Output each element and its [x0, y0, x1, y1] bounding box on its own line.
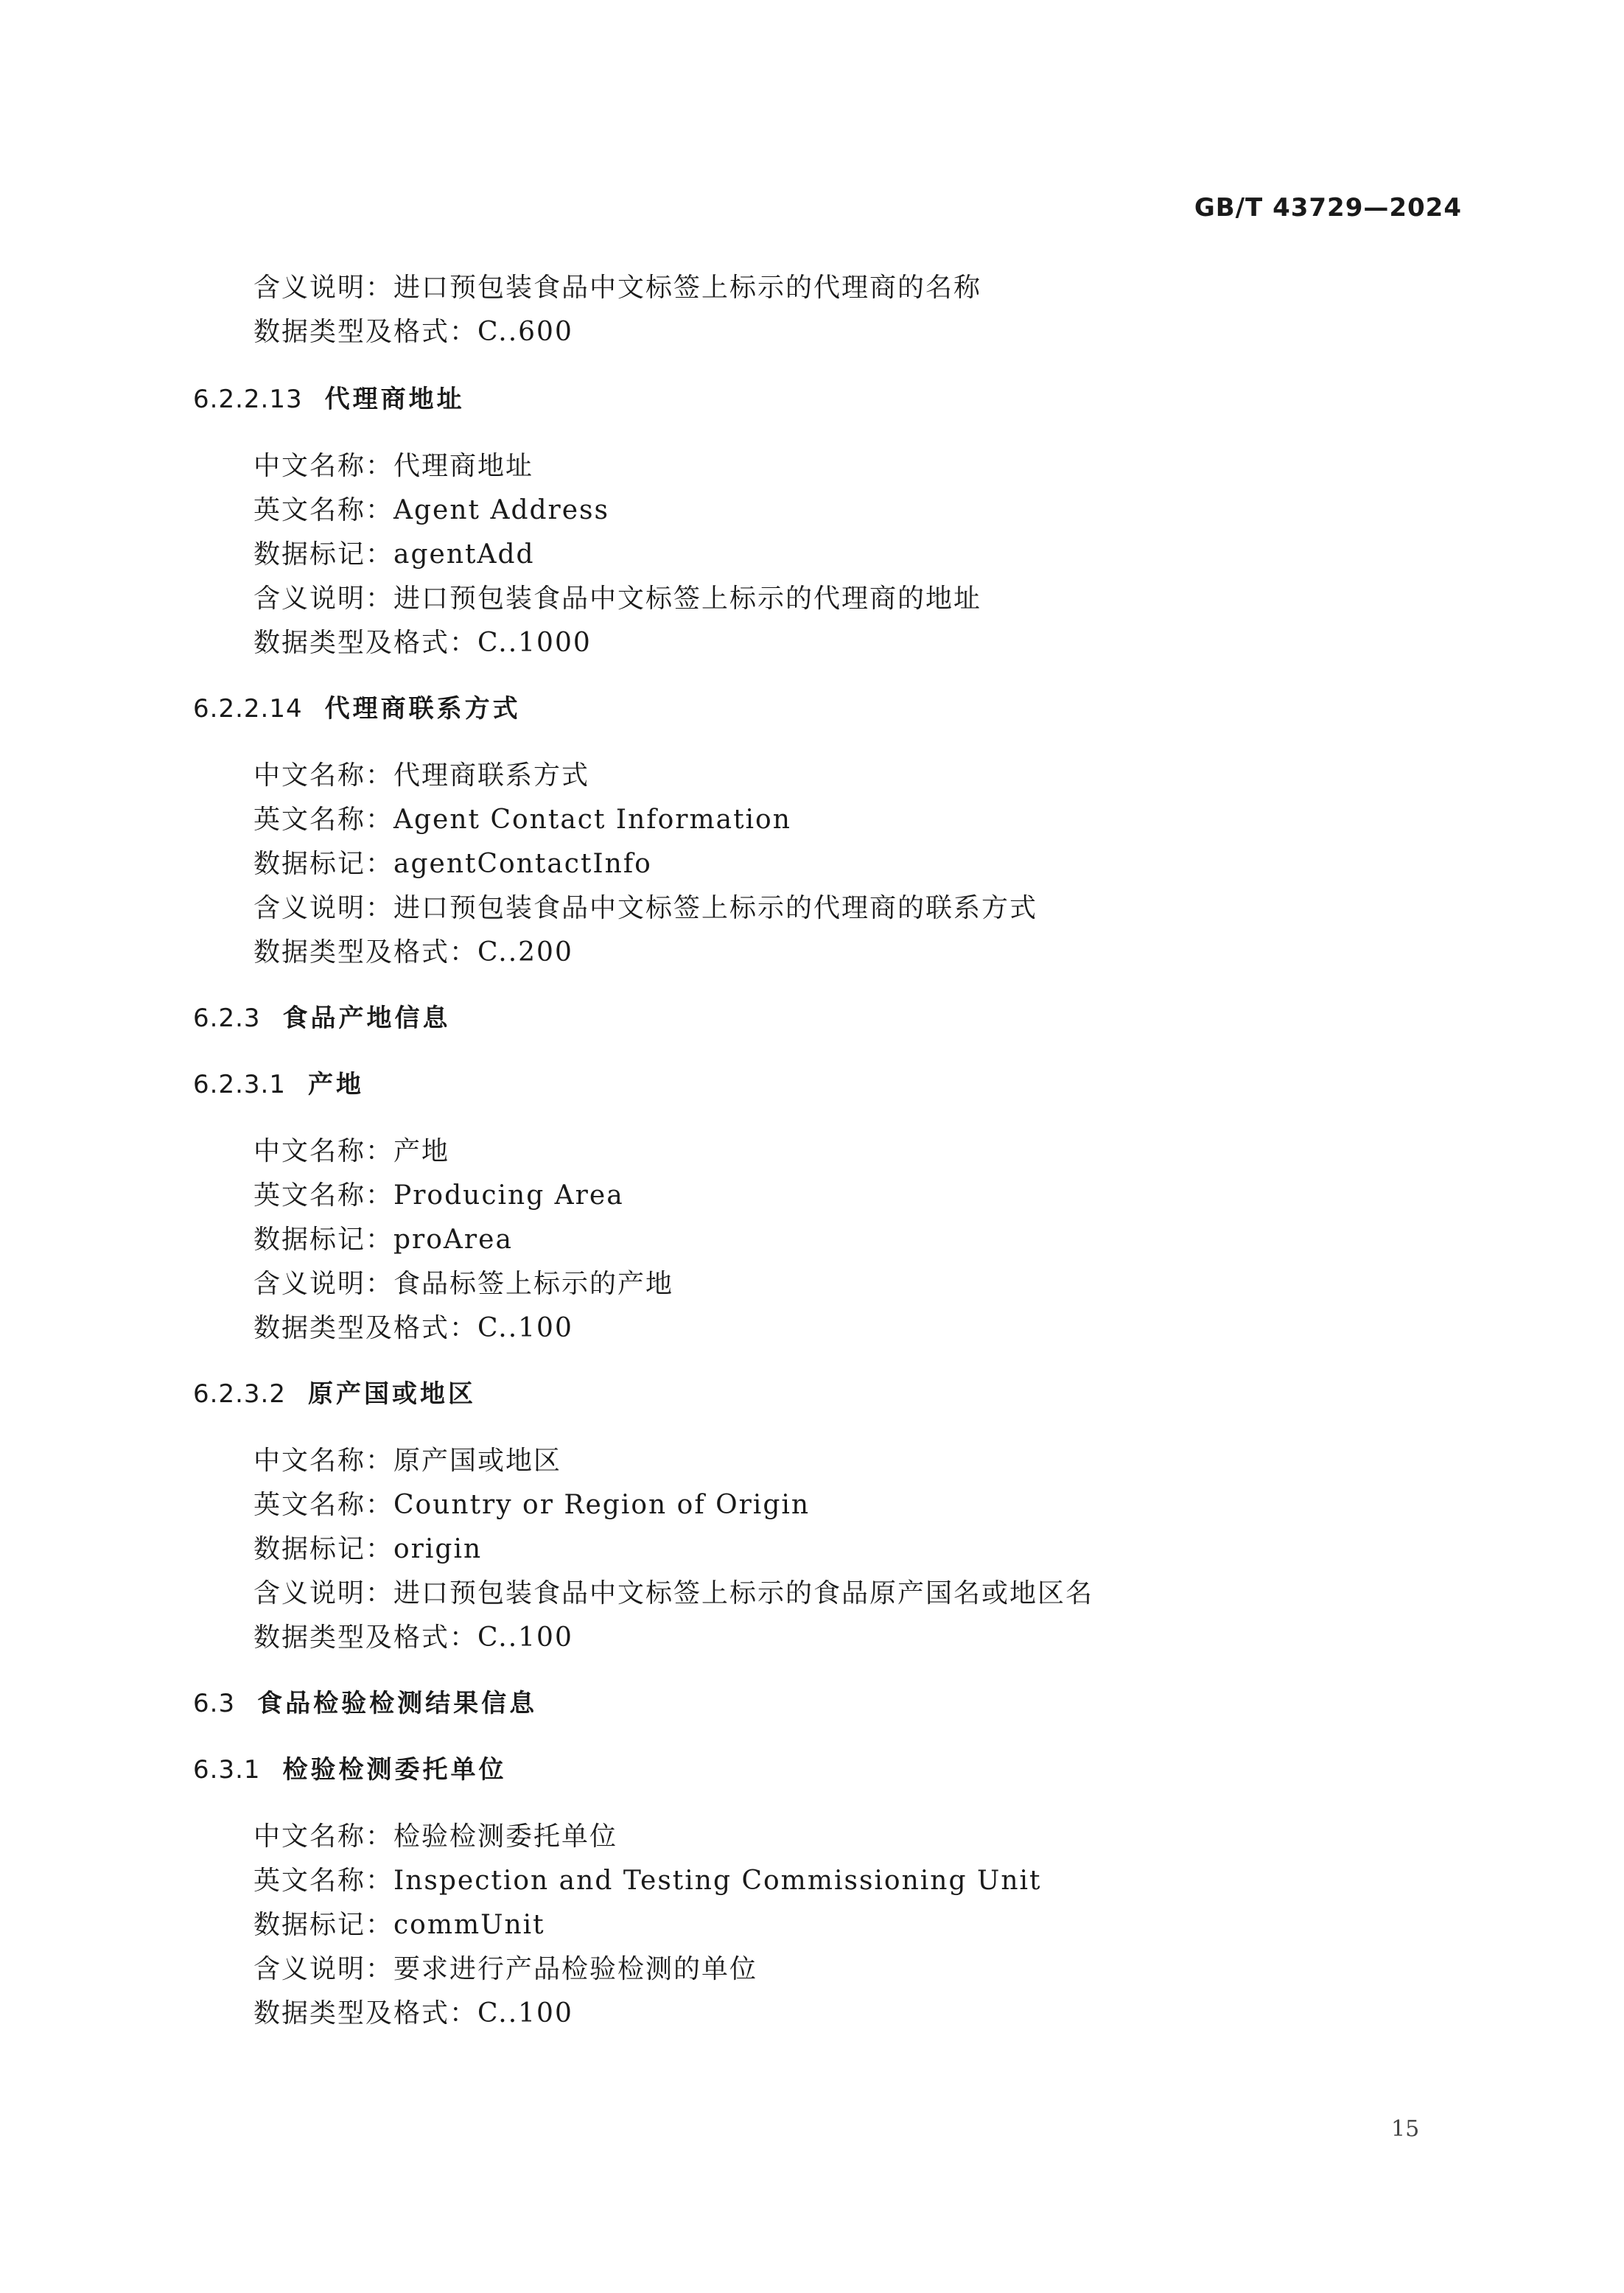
section-title: 食品产地信息 [282, 1004, 451, 1033]
meaning-line: 含义说明：进口预包装食品中文标签上标示的食品原产国名或地区名 [253, 1578, 1094, 1608]
data-tag-line: 数据标记：agentAdd [253, 539, 535, 570]
section-title: 检验检测委托单位 [282, 1755, 507, 1785]
chinese-name-line: 中文名称：代理商联系方式 [253, 760, 590, 791]
data-type-line: 数据类型及格式：C..1000 [253, 628, 592, 658]
data-tag-line: 数据标记：commUnit [253, 1910, 545, 1940]
english-name-line: 英文名称：Country or Region of Origin [253, 1490, 811, 1520]
page-number: 15 [1391, 2116, 1420, 2142]
english-name-line: 英文名称：Producing Area [253, 1180, 624, 1211]
section-title: 原产国或地区 [307, 1379, 476, 1409]
section-heading-6-2-3-1 [193, 1064, 364, 1100]
section-number: 6.2.3.2 [193, 1379, 286, 1409]
document-code: GB/T 43729—2024 [1194, 193, 1462, 223]
chinese-name-line: 中文名称：产地 [253, 1136, 450, 1166]
data-type-line: 数据类型及格式：C..600 [253, 317, 573, 347]
data-tag-line: 数据标记：proArea [253, 1225, 513, 1255]
meaning-line: 含义说明：进口预包装食品中文标签上标示的代理商的地址 [253, 584, 982, 614]
english-name-line: 英文名称：Agent Address [253, 495, 609, 525]
section-heading-6-2-3-2 [193, 1373, 476, 1410]
data-tag-line: 数据标记：origin [253, 1534, 483, 1564]
section-number: 6.2.3.1 [193, 1070, 286, 1099]
english-name-line: 英文名称：Agent Contact Information [253, 805, 791, 835]
section-title: 代理商地址 [324, 385, 465, 414]
section-heading-6-3-1 [193, 1749, 507, 1785]
data-tag-line: 数据标记：agentContactInfo [253, 849, 652, 879]
section-heading-6-2-3 [193, 998, 451, 1034]
section-heading-6-3 [193, 1683, 537, 1719]
chinese-name-line: 中文名称：原产国或地区 [253, 1446, 562, 1476]
section-title: 产地 [307, 1070, 364, 1099]
chinese-name-line: 中文名称：代理商地址 [253, 451, 534, 481]
meaning-line: 含义说明：要求进行产品检验检测的单位 [253, 1954, 758, 1984]
section-number: 6.3 [193, 1689, 236, 1718]
section-number: 6.2.2.13 [193, 385, 303, 414]
data-type-line: 数据类型及格式：C..100 [253, 1998, 573, 2028]
section-title: 代理商联系方式 [324, 694, 521, 724]
data-type-line: 数据类型及格式：C..100 [253, 1313, 573, 1343]
meaning-line: 含义说明：进口预包装食品中文标签上标示的代理商的名称 [253, 273, 982, 303]
data-type-line: 数据类型及格式：C..200 [253, 937, 573, 967]
section-title: 食品检验检测结果信息 [257, 1689, 538, 1718]
english-name-line: 英文名称：Inspection and Testing Commissioning Unit [253, 1866, 1042, 1896]
chinese-name-line: 中文名称：检验检测委托单位 [253, 1821, 618, 1852]
section-number: 6.3.1 [193, 1755, 261, 1785]
section-heading-6-2-2-14 [193, 688, 521, 724]
section-number: 6.2.3 [193, 1004, 261, 1033]
data-type-line: 数据类型及格式：C..100 [253, 1622, 573, 1653]
section-number: 6.2.2.14 [193, 694, 303, 724]
meaning-line: 含义说明：食品标签上标示的产地 [253, 1269, 674, 1299]
section-heading-6-2-2-13 [193, 379, 465, 415]
meaning-line: 含义说明：进口预包装食品中文标签上标示的代理商的联系方式 [253, 893, 1038, 923]
